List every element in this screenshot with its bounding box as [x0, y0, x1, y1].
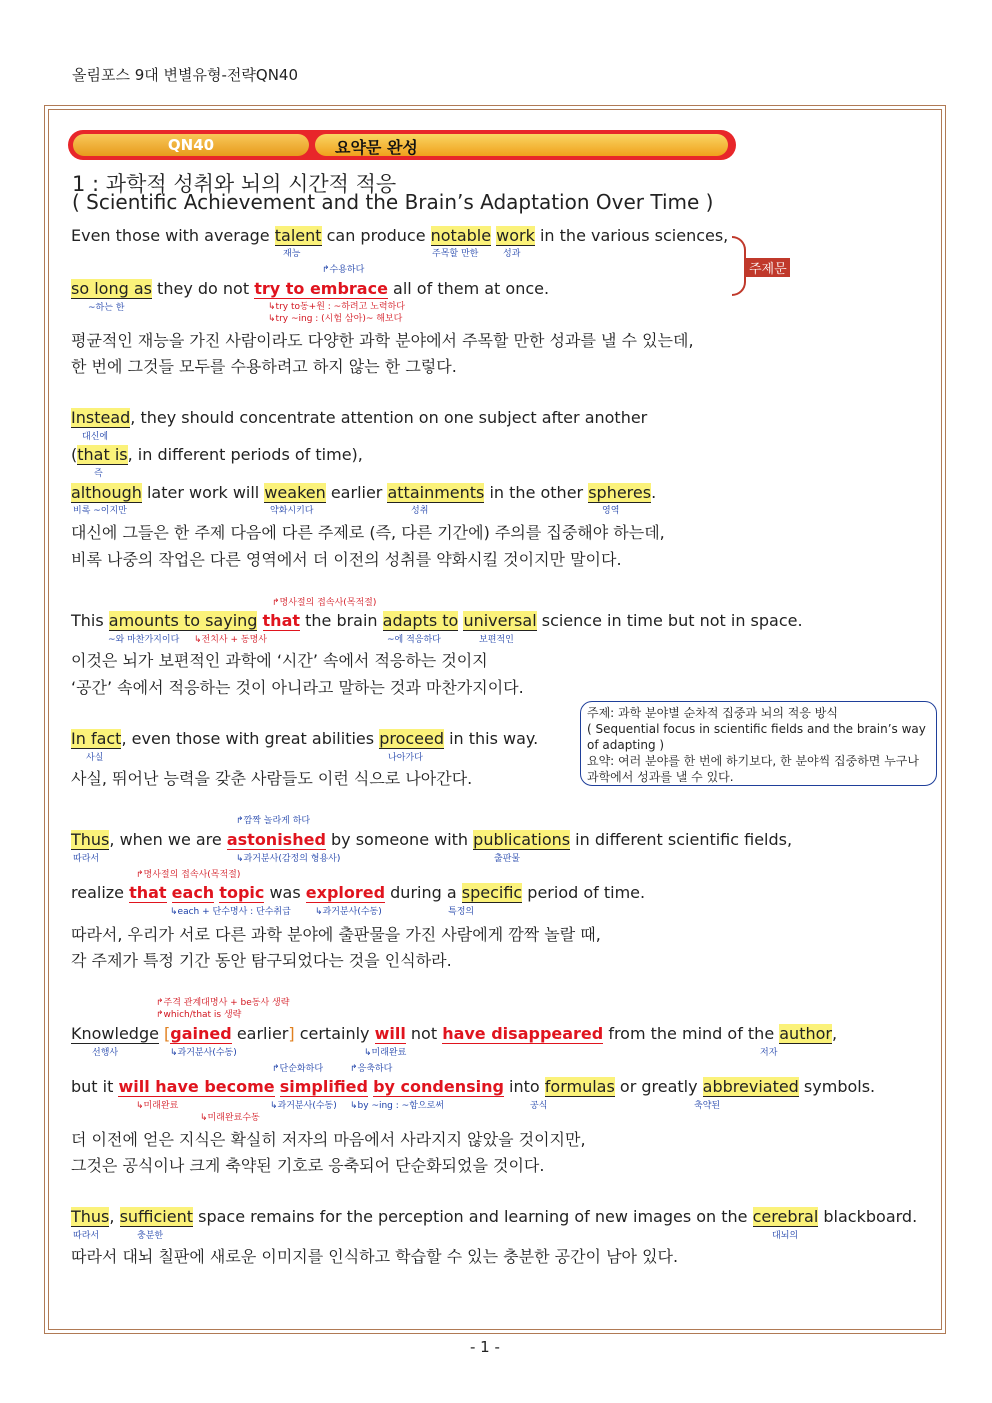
translation: 사실, 뛰어난 능력을 갖춘 사람들도 이런 식으로 나아간다. — [71, 769, 473, 788]
summary-topic-en: ( Sequential focus in scientific fields and the brain’s way of adapting ) — [587, 722, 926, 752]
gloss: ↱명사절의 접속사(목적절) — [272, 598, 377, 608]
translation: 대신에 그들은 한 주제 다음에 다른 주제로 (즉, 다른 기간에) 주의를 집중해야 하는데, — [71, 523, 665, 542]
gloss: 나아가다 — [388, 753, 423, 763]
topic-label: 주제문 — [746, 258, 790, 277]
gloss: 공식 — [530, 1101, 548, 1111]
gloss: ↳과거분사(수동) — [270, 1101, 337, 1111]
translation: 비록 나중의 작업은 다른 영역에서 더 이전의 성취를 약화시킬 것이지만 말이다. — [71, 550, 622, 569]
translation: 따라서, 우리가 서로 다른 과학 분야에 출판물을 가진 사람에게 깜짝 놀랄 때, — [71, 925, 601, 944]
gloss: 특정의 — [448, 907, 475, 917]
section-banner — [68, 130, 736, 160]
gloss: 보편적인 — [479, 635, 514, 645]
gloss: ↳try ~ing : (시험 삼아)~ 해보다 — [268, 314, 403, 324]
sentence-line: realize that each topic was explored during a specific period of time. — [71, 883, 646, 902]
translation: 평균적인 재능을 가진 사람이라도 다양한 과학 분야에서 주목할 만한 성과를 낼 수 있는데, — [71, 331, 694, 350]
gloss: 성취 — [411, 506, 429, 516]
gloss: ↱수용하다 — [322, 265, 365, 275]
gloss: ↱단순화하다 — [272, 1064, 324, 1074]
translation: 따라서 대뇌 칠판에 새로운 이미지를 인식하고 학습할 수 있는 충분한 공간이 남아 있다. — [71, 1247, 679, 1266]
banner-title: 요약문 완성 — [315, 134, 728, 156]
title-english: ( Scientific Achievement and the Brain’s Adaptation Over Time ) — [72, 190, 714, 214]
translation: 한 번에 그것들 모두를 수용하려고 하지 않는 한 그렇다. — [71, 357, 457, 376]
gloss: ~하는 한 — [88, 303, 125, 313]
translation: ‘공간’ 속에서 적응하는 것이 아니라고 말하는 것과 마찬가지이다. — [71, 678, 524, 697]
gloss: 비록 ~이지만 — [73, 506, 127, 516]
gloss: ↱주격 관계대명사 + be동사 생략 — [156, 998, 290, 1008]
translation: 각 주제가 특정 기간 동안 탐구되었다는 것을 인식하라. — [71, 951, 452, 970]
sentence-line: (that is, in different periods of time), — [71, 445, 363, 464]
sentence-line: although later work will weaken earlier attainments in the other spheres. — [71, 483, 657, 502]
sentence-line: Thus, sufficient space remains for the perception and learning of new images on the cerebral blackboard. — [71, 1207, 918, 1226]
gloss: 약화시키다 — [270, 506, 314, 516]
gloss: ↱깜짝 놀라게 하다 — [236, 816, 311, 826]
gloss: 선행사 — [92, 1048, 119, 1058]
gloss: ↳과거분사(수동) — [315, 907, 382, 917]
sentence-line: This amounts to saying that the brain adapts to universal science in time but not in space. — [71, 611, 803, 630]
banner-code: QN40 — [73, 134, 309, 156]
sentence-line: so long as they do not try to embrace all of them at once. — [71, 279, 550, 298]
gloss: 사실 — [86, 753, 104, 763]
gloss: 주목할 만한 — [432, 249, 479, 259]
sentence-line: Knowledge [gained earlier] certainly will not have disappeared from the mind of the author, — [71, 1024, 838, 1043]
topic-brace — [732, 236, 746, 296]
gloss: ↳미래완료 — [136, 1101, 179, 1111]
gloss: ↳전치사 + 동명사 — [194, 635, 267, 645]
gloss: 따라서 — [73, 854, 100, 864]
sentence-line: Even those with average talent can produce notable work in the various sciences, — [71, 226, 729, 245]
summary-topic: 주제: 과학 분야별 순차적 집중과 뇌의 적응 방식 — [587, 706, 838, 720]
translation: 더 이전에 얻은 지식은 확실히 저자의 마음에서 사라지지 않았을 것이지만, — [71, 1130, 586, 1149]
gloss: ↳try to동+원 : ~하려고 노력하다 — [268, 302, 405, 312]
gloss: ↳each + 단수명사 : 단수취급 — [170, 907, 291, 917]
document-header: 올림포스 9대 변별유형-전략QN40 — [72, 66, 298, 84]
translation: 이것은 뇌가 보편적인 과학에 ‘시간’ 속에서 적응하는 것이지 — [71, 651, 488, 670]
gloss: 축약된 — [694, 1101, 721, 1111]
gloss: ↱응축하다 — [350, 1064, 393, 1074]
gloss: 출판물 — [494, 854, 521, 864]
gloss: 대신에 — [82, 432, 109, 442]
translation: 그것은 공식이나 크게 축약된 기호로 응축되어 단순화되었을 것이다. — [71, 1156, 545, 1175]
gloss: ↳미래완료수동 — [200, 1113, 260, 1123]
gloss: ↳과거분사(감정의 형용사) — [236, 854, 341, 864]
gloss: ~에 적응하다 — [387, 635, 441, 645]
gloss: 성과 — [503, 249, 521, 259]
gloss: ↱which/that is 생략 — [156, 1010, 242, 1020]
sentence-line: Instead, they should concentrate attention on one subject after another — [71, 408, 648, 427]
gloss: ↳미래완료 — [364, 1048, 407, 1058]
sentence-line: In fact, even those with great abilities proceed in this way. — [71, 729, 539, 748]
gloss: 충분한 — [137, 1231, 164, 1241]
gloss: 따라서 — [73, 1231, 100, 1241]
gloss: ↳by ~ing : ~함으로써 — [350, 1101, 444, 1111]
gloss: 저자 — [760, 1048, 778, 1058]
sentence-line: Thus, when we are astonished by someone with publications in different scientific fields, — [71, 830, 793, 849]
sentence-line: but it will have become simplified by condensing into formulas or greatly abbreviated symbols. — [71, 1077, 876, 1096]
gloss: 재능 — [283, 249, 301, 259]
gloss: ↱명사절의 접속사(목적절) — [136, 870, 241, 880]
gloss: ~와 마찬가지이다 — [108, 635, 180, 645]
gloss: 즉 — [94, 469, 103, 479]
gloss: 영역 — [602, 506, 620, 516]
title-korean: 1 : 과학적 성취와 뇌의 시간적 적응 — [72, 172, 397, 196]
page-number: - 1 - — [470, 1338, 500, 1356]
gloss: ↳과거분사(수동) — [170, 1048, 237, 1058]
summary-text: 요약: 여러 분야를 한 번에 하기보다, 한 분야씩 집중하면 누구나 과학에서 성과를 낼 수 있다. — [587, 754, 919, 784]
summary-box — [580, 701, 937, 786]
gloss: 대뇌의 — [772, 1231, 799, 1241]
